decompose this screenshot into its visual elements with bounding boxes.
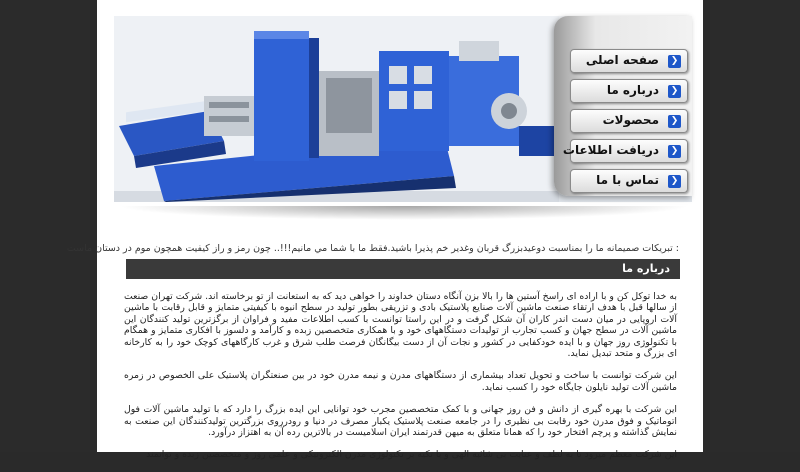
menu-item-contact[interactable] — [570, 169, 688, 193]
section-title: درباره ما — [622, 262, 670, 275]
menu-item-label: دریافت اطلاعات — [562, 143, 659, 157]
menu-item-label: محصولات — [602, 113, 659, 127]
chevron-left-icon: ❮ — [668, 85, 681, 98]
menu-item-label: تماس با ما — [596, 173, 659, 187]
chevron-left-icon: ❮ — [668, 115, 681, 128]
menu-item-home[interactable] — [570, 49, 688, 73]
news-ticker: : تبریکات صمیمانه ما را بمناسبت دوعیدبزرگ قربان وغدیر خم پذیرا باشید.فقط ما با شما مي مانيم!!!.. چون رمز و راز كيفيت همچون موم در دستان ماست — [66, 243, 679, 254]
paragraph: این شرکت با بهره گیری از دانش و فن روز جهانی و با کمک متخصصین مجرب خود توانایی این ایده بزرگ را دارد که با تولید ماشین آلات فول اتوماتیک و فوق مدرن خود رقابت بی نظیری را در جامعه صنعت پلاستیک یکبار مصرف در دنیا و رودرروی بزرگترین تولیدکنندگان این صنعت به نمایش گذاشته و پرچم افتخار خود را که همانا متعلق به میهن قدرتمند ایران اسلامیست در بالاترین رده آن به اهتزاز درآورد. — [124, 404, 677, 439]
menu-item-info[interactable] — [562, 139, 688, 163]
paragraph: این شرکت معظم میرود تا به لطف و عنایت بی شائبه الهی و با تکیه بر تکنولوژی مدرن الکترونیکی و علمی روز و متخصصین زبده و توانمند — [146, 449, 677, 461]
header-shadow — [117, 206, 691, 220]
paragraph: به خدا توکل کن و با اراده ای راسخ آستین ها را بالا بزن آنگاه دستان خداوند را خواهی دید که به استعانت از تو برخاسته اند. شرکت تهران صنعت از سالها قبل با هدف ارتقاء صنعت ماشین آلات صنایع پلاستیک بادی و تزریقی بطور تولید در سطح انبوه با کیفیتی متمایز و قابل رقابت با ماشین آلات اروپایی در میان دست اندر کاران آن شکل گرفت و در این راستا توانست با کسب اطلاعات مفید و فراوان از برگزترین تولید کنندگان این ماشین آلات در سطح جهان و کسب تجارب از تولیدات دستگاههای خود و با همکاری متخصصین زبده و کارآمد و دلسوز با افکاری متمایز و همگام با تکنولوژی روز جهان و با ایده خودکفایی در کشور و نجات آن از دست بیگانگان فرصت طلب شرق و غرب کارگاههای کوچک خود را به کارخانه ای بزرگ و متحد تبدیل نماید. — [124, 291, 677, 360]
about-content — [124, 291, 677, 472]
paragraph: این شرکت توانست با ساخت و تحویل تعداد بیشماری از دستگاههای مدرن و نیمه مدرن خود در بین صنعتگران پلاستیک علی الخصوص در زمره ماشین آلات تولید نایلون جایگاه خود را کسب نماید. — [124, 370, 677, 393]
menu-item-label: صفحه اصلی — [585, 53, 659, 67]
menu-item-about[interactable] — [570, 79, 688, 103]
chevron-left-icon: ❮ — [668, 145, 681, 158]
page-container — [66, 0, 703, 461]
machine-image — [114, 16, 559, 202]
menu-item-label: درباره ما — [606, 83, 659, 97]
left-margin — [0, 0, 97, 452]
chevron-left-icon: ❮ — [668, 55, 681, 68]
menu-item-products[interactable] — [570, 109, 688, 133]
right-margin — [703, 0, 800, 452]
main-menu — [562, 49, 688, 199]
chevron-left-icon: ❮ — [668, 175, 681, 188]
header-banner — [114, 16, 692, 202]
section-header — [126, 259, 680, 279]
